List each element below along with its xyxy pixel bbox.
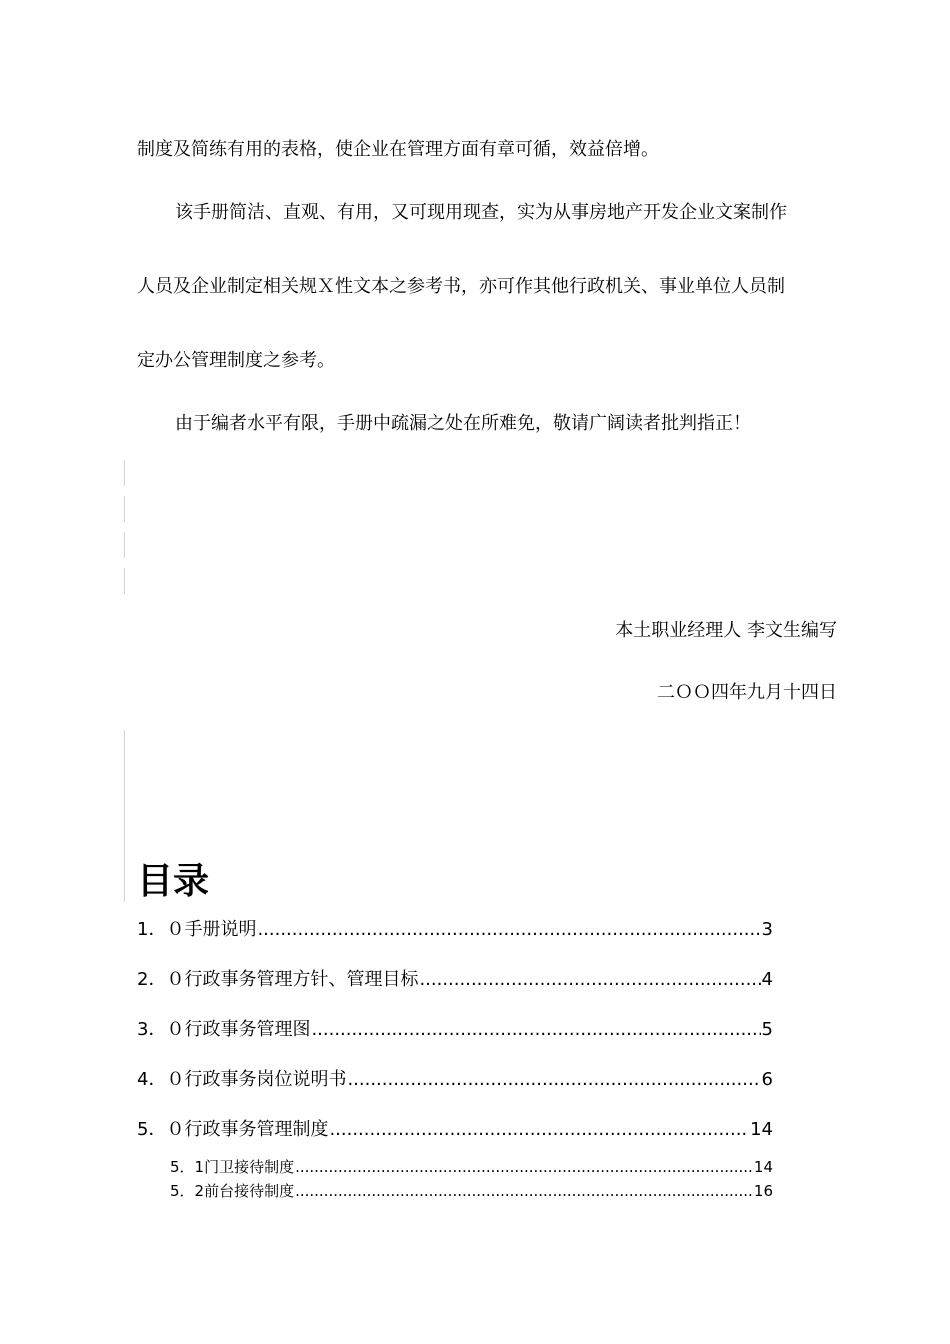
toc-entry-label: 2．０行政事务管理方针、管理目标	[137, 969, 419, 990]
toc-entry-page: 5	[761, 1019, 773, 1040]
toc-leader-dots	[419, 968, 760, 992]
signature-date: 二ＯＯ四年九月十四日	[657, 682, 837, 703]
toc-entry-label: 5．2前台接待制度	[170, 1182, 295, 1200]
toc-entry[interactable]	[137, 1068, 773, 1092]
toc-entry-label: 5．０行政事务管理制度	[137, 1119, 329, 1140]
margin-mark	[124, 730, 125, 902]
toc-entry[interactable]	[137, 918, 773, 942]
margin-mark	[124, 532, 125, 558]
body-paragraph-line: 人员及企业制定相关规Ｘ性文本之参考书，亦可作其他行政机关、事业单位人员制	[137, 276, 785, 297]
toc-entry-page: 6	[761, 1069, 773, 1090]
toc-entry-page: 14	[750, 1119, 773, 1140]
body-paragraph-line: 制度及简练有用的表格，使企业在管理方面有章可循，效益倍增。	[137, 139, 659, 160]
margin-mark	[124, 460, 125, 486]
toc-subentry[interactable]	[170, 1157, 773, 1177]
toc-entry-page: 3	[761, 919, 773, 940]
toc-entry-label: 1．０手册说明	[137, 919, 257, 940]
toc-entry[interactable]	[137, 968, 773, 992]
body-paragraph-line: 由于编者水平有限，手册中疏漏之处在所难免，敬请广阔读者批判指正！	[175, 413, 751, 434]
body-paragraph-line: 该手册简洁、直观、有用，又可现用现查，实为从事房地产开发企业文案制作	[175, 202, 787, 223]
margin-mark	[124, 568, 125, 594]
toc-leader-dots	[295, 1181, 753, 1201]
toc-leader-dots	[311, 1018, 760, 1042]
toc-entry-label: 5．1门卫接待制度	[170, 1158, 295, 1176]
toc-entry[interactable]	[137, 1018, 773, 1042]
toc-entry-page: 14	[753, 1158, 773, 1176]
toc-entry-page: 16	[753, 1182, 773, 1200]
toc-title: 目录	[137, 861, 210, 902]
signature-author: 本土职业经理人 李文生编写	[615, 620, 837, 641]
toc-entry[interactable]	[137, 1118, 773, 1142]
toc-leader-dots	[295, 1157, 753, 1177]
toc-entry-label: 3．０行政事务管理图	[137, 1019, 311, 1040]
toc-leader-dots	[329, 1118, 749, 1142]
toc-entry-page: 4	[761, 969, 773, 990]
toc-subentry[interactable]	[170, 1181, 773, 1201]
toc-entry-label: 4．０行政事务岗位说明书	[137, 1069, 347, 1090]
toc-leader-dots	[347, 1068, 760, 1092]
toc-leader-dots	[257, 918, 760, 942]
body-paragraph-line: 定办公管理制度之参考。	[137, 350, 335, 371]
margin-mark	[124, 496, 125, 522]
